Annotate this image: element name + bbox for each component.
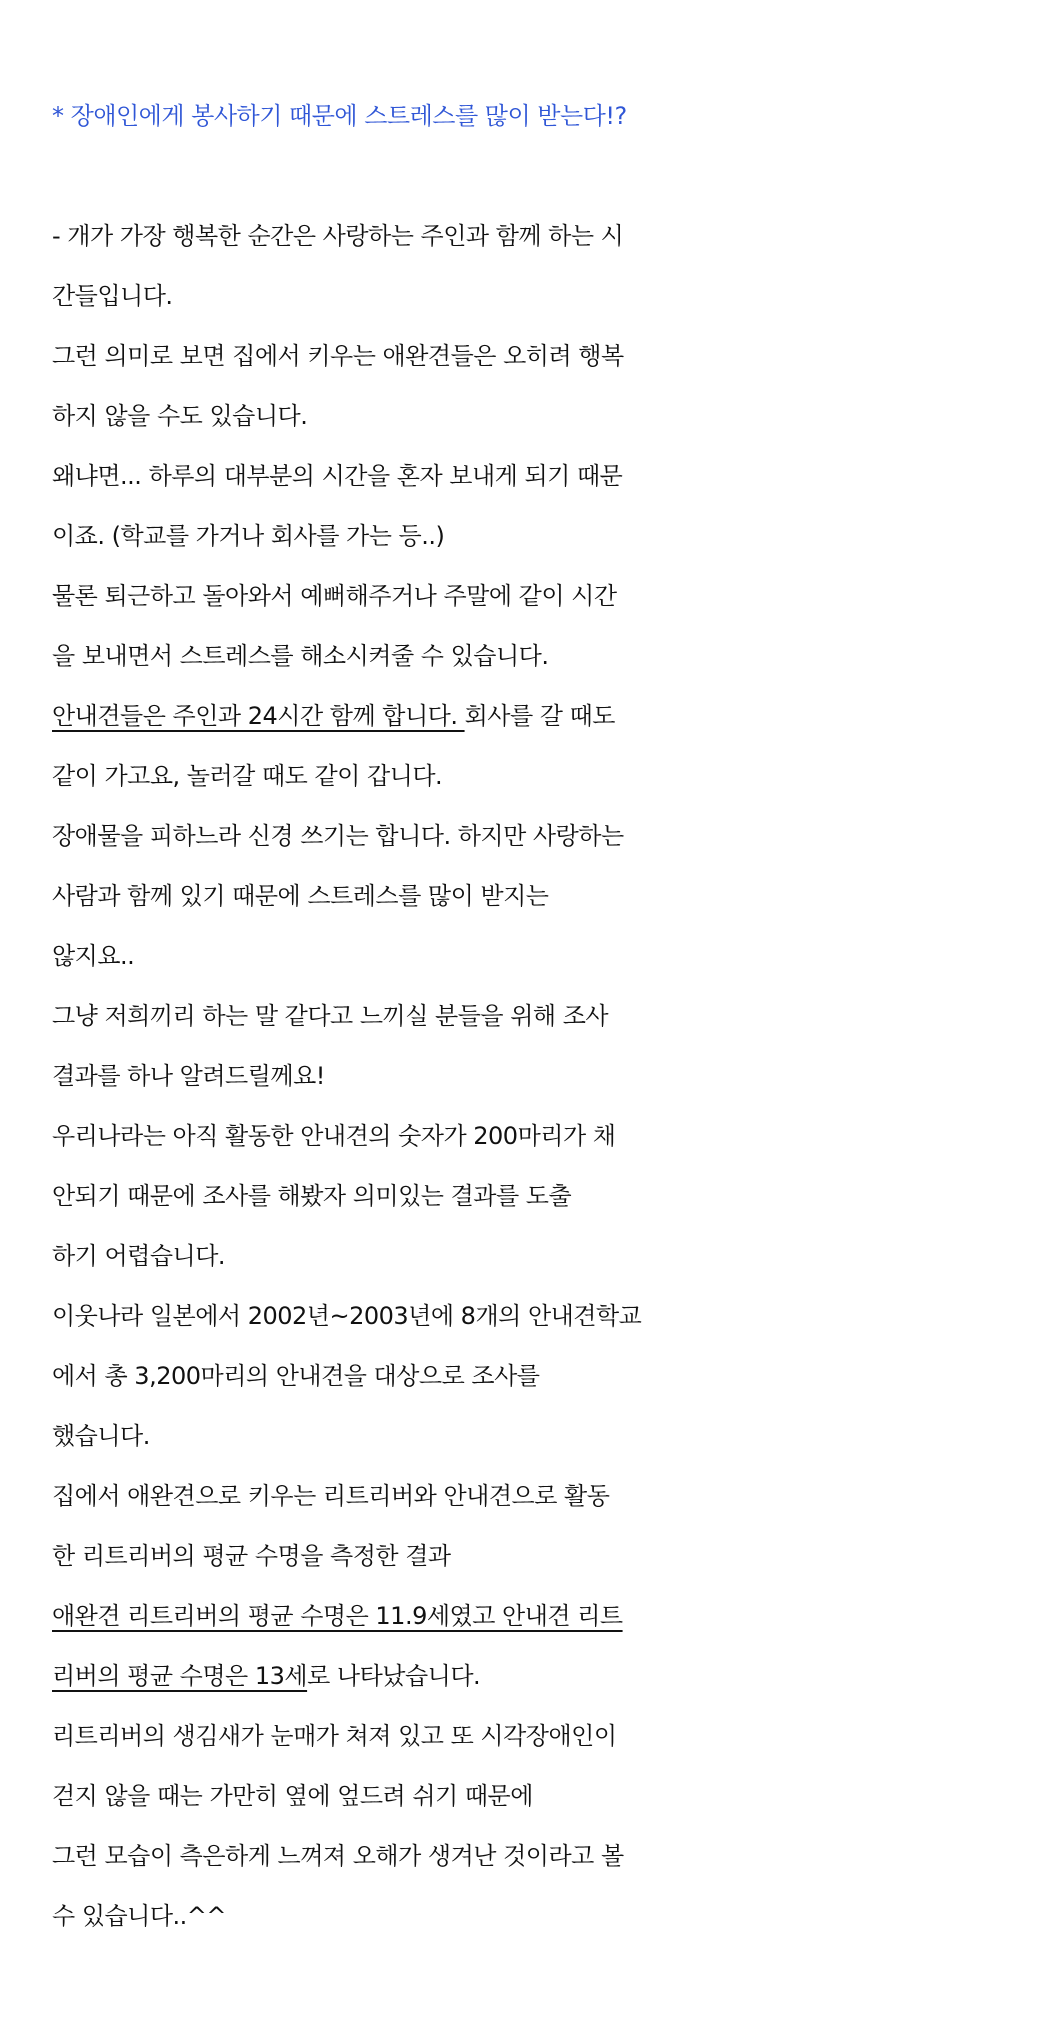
line-text: 간들입니다. — [52, 282, 173, 310]
line-text: 로 나타났습니다. — [307, 1662, 481, 1690]
line-text: 사람과 함께 있기 때문에 스트레스를 많이 받지는 — [52, 882, 549, 910]
line-text: 그냥 저희끼리 하는 말 같다고 느끼실 분들을 위해 조사 — [52, 1002, 609, 1030]
line-text: 이죠. (학교를 가거나 회사를 가는 등..) — [52, 522, 445, 550]
line-text: 하기 어렵습니다. — [52, 1242, 226, 1270]
underlined-text: 애완견 리트리버의 평균 수명은 11.9세였고 안내견 리트 — [52, 1602, 623, 1630]
text-line — [52, 266, 1054, 326]
text-line — [52, 506, 1054, 566]
text-line — [52, 1766, 1054, 1826]
text-line — [52, 1286, 1054, 1346]
line-text: 한 리트리버의 평균 수명을 측정한 결과 — [52, 1542, 451, 1570]
text-line — [52, 1826, 1054, 1886]
text-line — [52, 806, 1054, 866]
spacer — [52, 146, 1054, 206]
text-line — [52, 986, 1054, 1046]
text-line — [52, 626, 1054, 686]
line-text: 회사를 갈 때도 — [464, 702, 615, 730]
text-line — [52, 746, 1054, 806]
text-line — [52, 1166, 1054, 1226]
text-line — [52, 326, 1054, 386]
article-body — [52, 206, 1054, 1946]
line-text: 결과를 하나 알려드릴께요! — [52, 1062, 325, 1090]
text-line — [52, 926, 1054, 986]
underlined-text: 안내견들은 주인과 24시간 함께 합니다. — [52, 702, 465, 730]
line-text: - 개가 가장 행복한 순간은 사랑하는 주인과 함께 하는 시 — [52, 222, 624, 250]
text-line — [52, 1346, 1054, 1406]
line-text: 그런 의미로 보면 집에서 키우는 애완견들은 오히려 행복 — [52, 342, 624, 370]
line-text: 장애물을 피하느라 신경 쓰기는 합니다. 하지만 사랑하는 — [52, 822, 624, 850]
text-line — [52, 1046, 1054, 1106]
text-line — [52, 386, 1054, 446]
underlined-text: 리버의 평균 수명은 13세 — [52, 1662, 308, 1690]
text-line — [52, 1886, 1054, 1946]
line-text: 을 보내면서 스트레스를 해소시켜줄 수 있습니다. — [52, 642, 549, 670]
line-text: 안되기 때문에 조사를 해봤자 의미있는 결과를 도출 — [52, 1182, 572, 1210]
line-text: 하지 않을 수도 있습니다. — [52, 402, 308, 430]
section-heading: * 장애인에게 봉사하기 때문에 스트레스를 많이 받는다!? — [52, 102, 627, 130]
text-line — [52, 566, 1054, 626]
line-text: 했습니다. — [52, 1422, 150, 1450]
text-line — [52, 1406, 1054, 1466]
text-line — [52, 1706, 1054, 1766]
line-text: 이웃나라 일본에서 2002년~2003년에 8개의 안내견학교 — [52, 1302, 642, 1330]
text-line — [52, 1466, 1054, 1526]
text-line — [52, 1106, 1054, 1166]
text-line — [52, 1586, 1054, 1646]
text-line — [52, 686, 1054, 746]
line-text: 않지요.. — [52, 942, 135, 970]
text-line — [52, 866, 1054, 926]
line-text: 왜냐면... 하루의 대부분의 시간을 혼자 보내게 되기 때문 — [52, 462, 623, 490]
line-text: 우리나라는 아직 활동한 안내견의 숫자가 200마리가 채 — [52, 1122, 616, 1150]
line-text: 그런 모습이 측은하게 느껴져 오해가 생겨난 것이라고 볼 — [52, 1842, 624, 1870]
text-line — [52, 1526, 1054, 1586]
line-text: 집에서 애완견으로 키우는 리트리버와 안내견으로 활동 — [52, 1482, 610, 1510]
text-line — [52, 206, 1054, 266]
line-text: 수 있습니다..^^ — [52, 1902, 227, 1930]
text-line — [52, 1646, 1054, 1706]
line-text: 에서 총 3,200마리의 안내견을 대상으로 조사를 — [52, 1362, 540, 1390]
line-text: 걷지 않을 때는 가만히 옆에 엎드려 쉬기 때문에 — [52, 1782, 533, 1810]
line-text: 같이 가고요, 놀러갈 때도 같이 갑니다. — [52, 762, 443, 790]
line-text: 리트리버의 생김새가 눈매가 쳐져 있고 또 시각장애인이 — [52, 1722, 617, 1750]
line-text: 물론 퇴근하고 돌아와서 예뻐해주거나 주말에 같이 시간 — [52, 582, 617, 610]
text-line — [52, 1226, 1054, 1286]
text-line — [52, 446, 1054, 506]
